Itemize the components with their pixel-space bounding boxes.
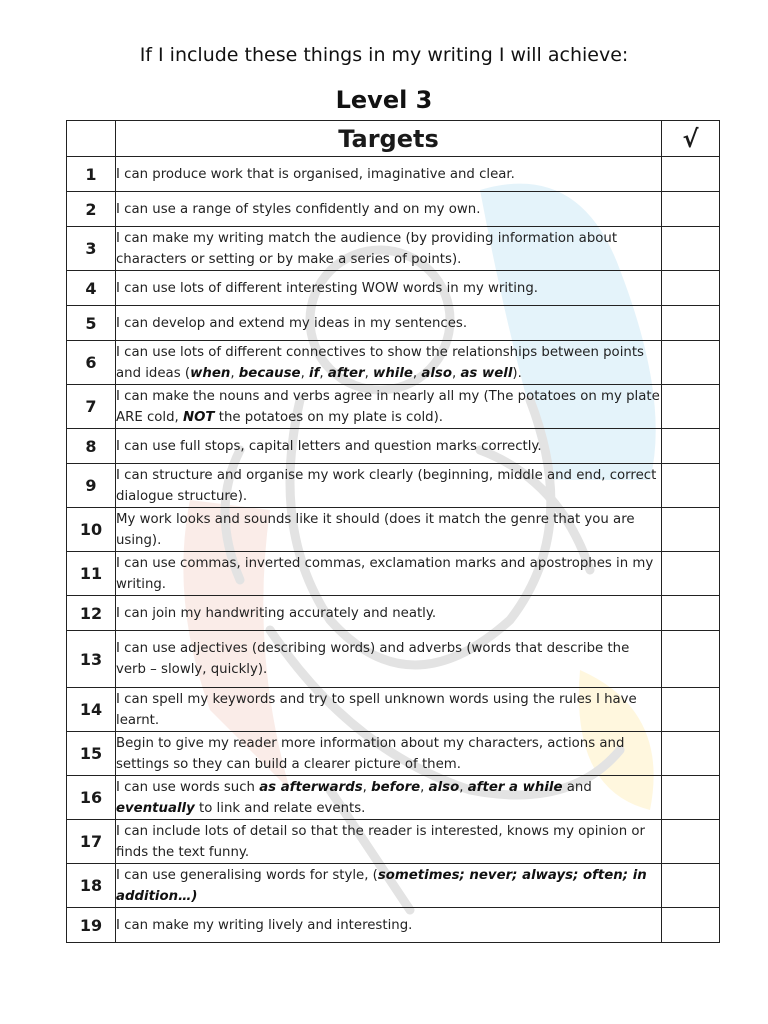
target-text-segment: I can use a range of styles confidently and on my own.: [116, 201, 481, 217]
tick-cell[interactable]: [662, 385, 720, 429]
target-text: [116, 508, 662, 552]
emphasised-word: if: [309, 365, 320, 381]
row-number: 4: [67, 271, 116, 306]
target-text-segment: I can make my writing lively and interesting.: [116, 917, 413, 933]
number-column-header: [67, 121, 116, 157]
tick-cell[interactable]: [662, 306, 720, 341]
emphasised-word: eventually: [116, 800, 195, 816]
target-text-segment: ,: [364, 365, 374, 381]
target-text-segment: ,: [319, 365, 328, 381]
target-text-segment: I can include lots of detail so that the reader is interested, knows my opinion or finds the text funny.: [116, 823, 645, 860]
table-row: [67, 864, 720, 908]
tick-cell[interactable]: [662, 464, 720, 508]
row-number: 15: [67, 732, 116, 776]
table-row: [67, 688, 720, 732]
target-text: [116, 227, 662, 271]
emphasised-word: sometimes; never; always; often; in addition…): [116, 867, 647, 904]
table-row: [67, 508, 720, 552]
row-number: 12: [67, 596, 116, 631]
emphasised-word: because: [238, 365, 301, 381]
targets-table: [66, 120, 720, 943]
emphasised-word: as well: [460, 365, 513, 381]
target-text: [116, 732, 662, 776]
tick-cell[interactable]: [662, 776, 720, 820]
target-text: [116, 192, 662, 227]
table-row: [67, 227, 720, 271]
row-number: 11: [67, 552, 116, 596]
target-text-segment: and: [562, 779, 592, 795]
tick-cell[interactable]: [662, 908, 720, 943]
row-number: 10: [67, 508, 116, 552]
table-row: [67, 157, 720, 192]
target-text-segment: I can use commas, inverted commas, exclamation marks and apostrophes in my writing.: [116, 555, 654, 592]
target-text-segment: the potatoes on my plate is cold).: [214, 409, 443, 425]
row-number: 8: [67, 429, 116, 464]
row-number: 1: [67, 157, 116, 192]
row-number: 19: [67, 908, 116, 943]
target-text: [116, 596, 662, 631]
target-text-segment: I can join my handwriting accurately and neatly.: [116, 605, 437, 621]
targets-column-header: Targets: [116, 121, 662, 157]
target-text: [116, 688, 662, 732]
tick-cell[interactable]: [662, 271, 720, 306]
row-number: 16: [67, 776, 116, 820]
tick-cell[interactable]: [662, 732, 720, 776]
targets-table-body: [67, 157, 720, 943]
table-row: [67, 820, 720, 864]
target-text: [116, 429, 662, 464]
table-row: [67, 596, 720, 631]
table-row: [67, 306, 720, 341]
tick-cell[interactable]: [662, 688, 720, 732]
target-text-segment: I can use lots of different interesting WOW words in my writing.: [116, 280, 539, 296]
table-row: [67, 271, 720, 306]
tick-cell[interactable]: [662, 820, 720, 864]
table-row: [67, 776, 720, 820]
target-text-segment: to link and relate events.: [194, 800, 366, 816]
row-number: 17: [67, 820, 116, 864]
page-title: If I include these things in my writing I will achieve:: [139, 44, 629, 66]
tick-cell[interactable]: [662, 508, 720, 552]
target-text-segment: I can produce work that is organised, imaginative and clear.: [116, 166, 515, 182]
target-text-segment: ,: [300, 365, 310, 381]
target-text-segment: ,: [459, 779, 468, 795]
target-text-segment: I can develop and extend my ideas in my sentences.: [116, 315, 468, 331]
table-row: [67, 464, 720, 508]
row-number: 3: [67, 227, 116, 271]
target-text-segment: I can make my writing match the audience (by providing information about characters or setting or by make a series of points).: [116, 230, 618, 267]
target-text: [116, 864, 662, 908]
emphasised-word: NOT: [183, 409, 215, 425]
table-header-row: [67, 121, 720, 157]
target-text: [116, 306, 662, 341]
row-number: 2: [67, 192, 116, 227]
table-row: [67, 732, 720, 776]
target-text-segment: I can use lots of different connectives to show the relationships between points and ideas (: [116, 344, 644, 381]
tick-cell[interactable]: [662, 227, 720, 271]
row-number: 5: [67, 306, 116, 341]
target-text: [116, 631, 662, 688]
emphasised-word: before: [371, 779, 421, 795]
target-text-segment: ,: [362, 779, 372, 795]
target-text: [116, 341, 662, 385]
tick-cell[interactable]: [662, 552, 720, 596]
target-text-segment: I can use adjectives (describing words) and adverbs (words that describe the verb – slowly, quickly).: [116, 641, 630, 677]
tick-column-header: √: [662, 121, 720, 157]
emphasised-word: while: [373, 365, 413, 381]
table-row: [67, 192, 720, 227]
target-text: [116, 552, 662, 596]
target-text-segment: I can make the nouns and verbs agree in nearly all my (The potatoes on my plate ARE cold,: [116, 388, 660, 425]
target-text: [116, 385, 662, 429]
emphasised-word: also: [428, 779, 460, 795]
target-text-segment: ,: [412, 365, 422, 381]
table-row: [67, 908, 720, 943]
row-number: 7: [67, 385, 116, 429]
target-text-segment: I can structure and organise my work clearly (beginning, middle and end, correct dialogue structure).: [116, 467, 657, 504]
target-text-segment: ,: [230, 365, 239, 381]
tick-cell[interactable]: [662, 341, 720, 385]
table-row: [67, 385, 720, 429]
row-number: 9: [67, 464, 116, 508]
table-row: [67, 631, 720, 688]
row-number: 6: [67, 341, 116, 385]
target-text-segment: ,: [420, 779, 429, 795]
target-text-segment: My work looks and sounds like it should (does it match the genre that you are using).: [116, 511, 635, 548]
emphasised-word: after a while: [467, 779, 563, 795]
tick-cell[interactable]: [662, 596, 720, 631]
row-number: 18: [67, 864, 116, 908]
tick-cell[interactable]: [662, 631, 720, 688]
target-text: [116, 271, 662, 306]
target-text: [116, 776, 662, 820]
row-number: 14: [67, 688, 116, 732]
target-text-segment: I can use full stops, capital letters and question marks correctly.: [116, 438, 542, 454]
emphasised-word: after: [327, 365, 365, 381]
target-text-segment: I can spell my keywords and try to spell unknown words using the rules I have learnt.: [116, 691, 637, 728]
table-row: [67, 341, 720, 385]
target-text-segment: I can use generalising words for style, (: [116, 867, 378, 883]
target-text: [116, 908, 662, 943]
table-row: [67, 429, 720, 464]
target-text-segment: I can use words such: [116, 779, 260, 795]
target-text-segment: Begin to give my reader more information about my characters, actions and settings so they can build a clearer picture of them.: [116, 735, 625, 772]
target-text: [116, 464, 662, 508]
target-text: [116, 820, 662, 864]
level-heading: Level 3: [335, 86, 433, 114]
emphasised-word: also: [421, 365, 452, 381]
table-row: [67, 552, 720, 596]
target-text: [116, 157, 662, 192]
target-text-segment: ).: [512, 365, 522, 381]
emphasised-word: when: [190, 365, 231, 381]
emphasised-word: as afterwards: [259, 779, 363, 795]
tick-cell[interactable]: [662, 864, 720, 908]
tick-cell[interactable]: [662, 429, 720, 464]
row-number: 13: [67, 631, 116, 688]
target-text-segment: ,: [451, 365, 461, 381]
tick-cell[interactable]: [662, 157, 720, 192]
tick-cell[interactable]: [662, 192, 720, 227]
